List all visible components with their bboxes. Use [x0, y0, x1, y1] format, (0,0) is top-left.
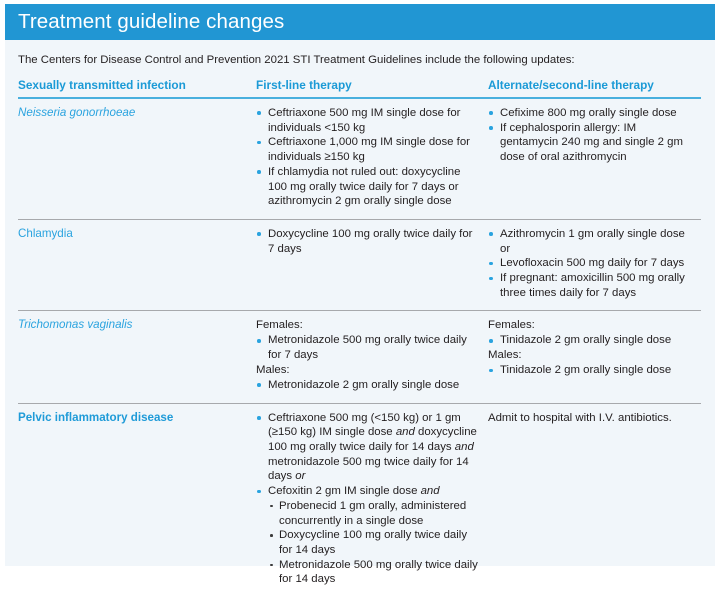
bullet-text-emphasis: and	[395, 426, 415, 439]
first-line-cell	[256, 98, 488, 219]
males-list	[488, 363, 693, 378]
alternate-cell	[488, 98, 701, 219]
table-body	[18, 98, 701, 597]
first-line-list	[256, 106, 480, 209]
infection-cell	[18, 219, 256, 311]
table-row	[18, 219, 701, 311]
list-item: Tinidazole 2 gm orally single dose	[488, 363, 693, 378]
females-label: Females:	[256, 319, 303, 332]
list-item: Doxycycline 100 mg orally twice daily for 7 days	[256, 227, 480, 256]
infection-cell	[18, 311, 256, 403]
infection-label: Neisseria gonorrhoeae	[18, 105, 136, 119]
column-header-first-line: First-line therapy	[256, 78, 488, 98]
infection-label: Pelvic inflammatory disease	[18, 410, 174, 424]
list-item: Metronidazole 2 gm orally single dose	[256, 378, 480, 393]
infection-cell	[18, 98, 256, 219]
list-item	[256, 484, 480, 587]
sub-list-item: Probenecid 1 gm orally, administered concurrently in a single dose	[268, 499, 480, 528]
list-item: If pregnant: amoxicillin 500 mg orally three times daily for 7 days	[488, 271, 693, 300]
bullet-text-emphasis: and	[420, 485, 440, 498]
females-label: Females:	[488, 319, 535, 332]
bullet-text-emphasis: and	[454, 441, 474, 454]
males-label: Males:	[256, 363, 290, 376]
list-item: Levofloxacin 500 mg daily for 7 days	[488, 256, 693, 271]
treatment-guideline-table	[18, 78, 701, 597]
first-line-cell	[256, 311, 488, 403]
first-line-cell	[256, 219, 488, 311]
sub-list-item: Doxycycline 100 mg orally twice daily for 14 days	[268, 528, 480, 557]
list-item: Ceftriaxone 1,000 mg IM single dose for individuals ≥150 kg	[256, 135, 480, 164]
males-list	[256, 378, 480, 393]
intro-paragraph: The Centers for Disease Control and Prevention 2021 STI Treatment Guidelines include the following updates:	[18, 54, 575, 66]
title-bar	[5, 4, 715, 40]
page-title: Treatment guideline changes	[18, 9, 285, 33]
alternate-list	[488, 227, 693, 301]
table-header	[18, 78, 701, 98]
bullet-text-part: Cefoxitin 2 gm IM single dose	[268, 485, 421, 498]
infection-label: Chlamydia	[18, 226, 73, 240]
females-list	[488, 333, 693, 348]
first-line-list	[256, 411, 480, 587]
alternate-text: Admit to hospital with I.V. antibiotics.	[488, 411, 672, 424]
sub-list	[268, 499, 480, 587]
list-item	[256, 411, 480, 485]
bullet-text-part: doxycycline 100 mg orally twice daily for 14 days	[268, 426, 477, 454]
list-item: If chlamydia not ruled out: doxycycline 100 mg orally twice daily for 7 days or azithromycin 2 gm orally single dose	[256, 165, 480, 209]
column-header-infection: Sexually transmitted infection	[18, 78, 256, 98]
sub-list-item: Metronidazole 500 mg orally twice daily for 14 days	[268, 558, 480, 587]
list-item: Metronidazole 500 mg orally twice daily for 7 days	[256, 333, 480, 362]
table-row	[18, 98, 701, 219]
males-label: Males:	[488, 349, 522, 362]
alternate-cell	[488, 219, 701, 311]
table-header-row	[18, 78, 701, 98]
bullet-text-emphasis: or	[295, 470, 306, 483]
first-line-list	[256, 227, 480, 256]
table-row	[18, 311, 701, 403]
females-list	[256, 333, 480, 362]
list-item: Cefixime 800 mg orally single dose	[488, 106, 693, 121]
list-item-text-main: Azithromycin 1 gm orally single dose or	[500, 227, 685, 255]
bullet-text-part: metronidazole 500 mg twice daily for 14 days	[268, 455, 469, 483]
list-item	[488, 227, 693, 256]
alternate-list	[488, 106, 693, 165]
list-item: Tinidazole 2 gm orally single dose	[488, 333, 693, 348]
list-item: Ceftriaxone 500 mg IM single dose for individuals <150 kg	[256, 106, 480, 135]
infection-label: Trichomonas vaginalis	[18, 318, 133, 332]
alternate-cell	[488, 311, 701, 403]
list-item: If cephalosporin allergy: IM gentamycin 240 mg and single 2 gm dose of oral azithromycin	[488, 121, 693, 165]
guideline-panel	[5, 4, 715, 586]
column-header-alternate: Alternate/second-line therapy	[488, 78, 701, 98]
bullet-text-part: Ceftriaxone 500 mg (<150 kg) or 1 gm (≥150 kg) IM single dose	[268, 411, 461, 439]
